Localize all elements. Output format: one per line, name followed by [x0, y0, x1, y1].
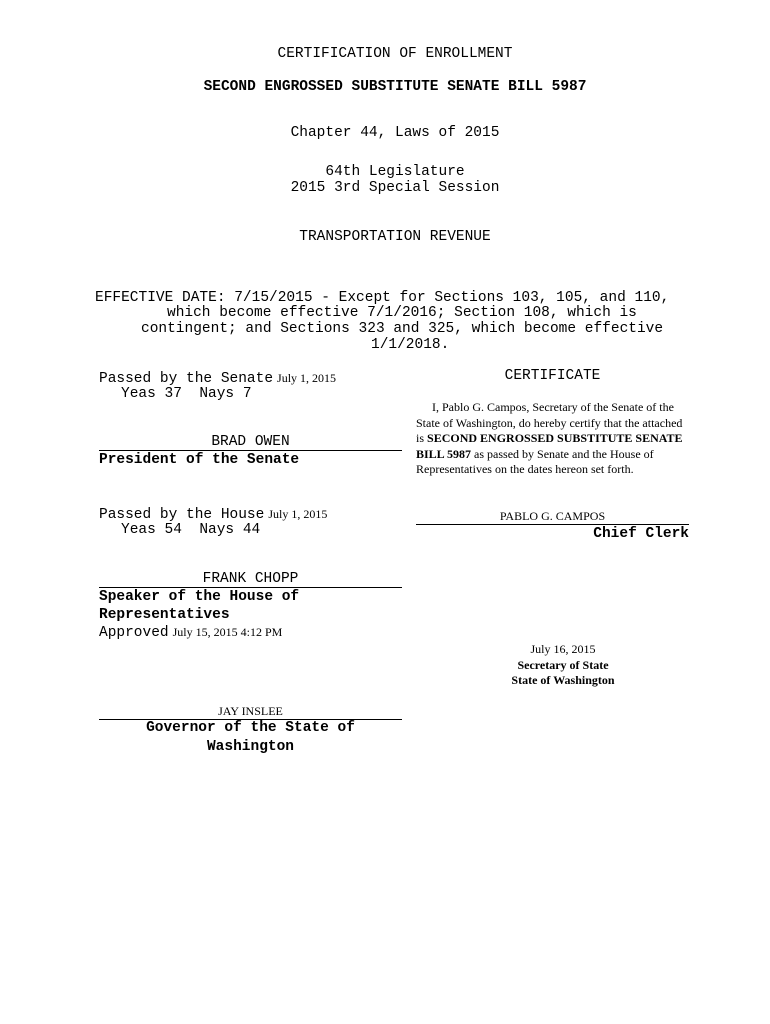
secretary-of-state-title: Secretary of State — [517, 658, 609, 672]
senate-passed-date: July 1, 2015 — [277, 371, 337, 385]
session-line: 2015 3rd Special Session — [290, 180, 500, 196]
house-signer-title-2: Representatives — [99, 607, 230, 623]
chief-clerk-signature-line — [416, 524, 689, 525]
filing-date: July 16, 2015 — [530, 642, 596, 656]
certificate-text-end: as passed by Senate and the House of Representatives on the dates hereon set forth. — [416, 446, 654, 476]
effective-date-line-3: contingent; and Sections 323 and 325, which become effective — [141, 321, 664, 337]
approved-label: Approved — [99, 625, 169, 641]
senate-passed-label: Passed by the Senate — [99, 371, 274, 387]
governor-title-2: Washington — [206, 739, 294, 755]
certification-title: CERTIFICATION OF ENROLLMENT — [277, 46, 513, 62]
effective-date-line-2: which become effective 7/1/2016; Section 108, which is — [167, 305, 637, 321]
subject-line: TRANSPORTATION REVENUE — [299, 229, 491, 245]
chapter-line: Chapter 44, Laws of 2015 — [290, 125, 500, 141]
senate-signer-title: President of the Senate — [99, 452, 300, 468]
certificate-bill-name: SECOND ENGROSSED SUBSTITUTE SENATE BILL 5987 — [416, 431, 683, 461]
bill-title: SECOND ENGROSSED SUBSTITUTE SENATE BILL 5987 — [203, 79, 587, 95]
governor-signer: JAY INSLEE — [218, 704, 283, 718]
governor-title-1: Governor of the State of — [146, 720, 355, 736]
certificate-text — [416, 400, 692, 478]
effective-date-line-1: EFFECTIVE DATE: 7/15/2015 - Except for Sections 103, 105, and 110, — [95, 290, 670, 306]
approved-datetime: July 15, 2015 4:12 PM — [172, 625, 283, 639]
chief-clerk-title: Chief Clerk — [593, 526, 689, 542]
state-of-washington-title: State of Washington — [511, 673, 615, 687]
house-passed-date: July 1, 2015 — [268, 507, 328, 521]
senate-passed-line — [99, 369, 336, 387]
senate-votes: Yeas 37 Nays 7 — [121, 386, 252, 402]
senate-signer: BRAD OWEN — [211, 434, 290, 450]
house-votes: Yeas 54 Nays 44 — [121, 522, 261, 538]
certificate-text-start: I, Pablo G. Campos, Secretary of the Senate of the State of Washington, do hereby certify that the attached is — [416, 400, 683, 445]
house-signer: FRANK CHOPP — [202, 571, 299, 587]
senate-signature-line — [99, 450, 402, 451]
house-passed-label: Passed by the House — [99, 507, 265, 523]
approved-line — [99, 623, 282, 641]
legislature-line: 64th Legislature — [325, 164, 465, 180]
house-passed-line — [99, 505, 327, 523]
chief-clerk-signer: PABLO G. CAMPOS — [499, 509, 606, 523]
house-signature-line — [99, 587, 402, 588]
effective-date-line-4: 1/1/2018. — [371, 337, 450, 353]
certificate-heading: CERTIFICATE — [504, 368, 601, 384]
house-signer-title-1: Speaker of the House of — [99, 589, 300, 605]
